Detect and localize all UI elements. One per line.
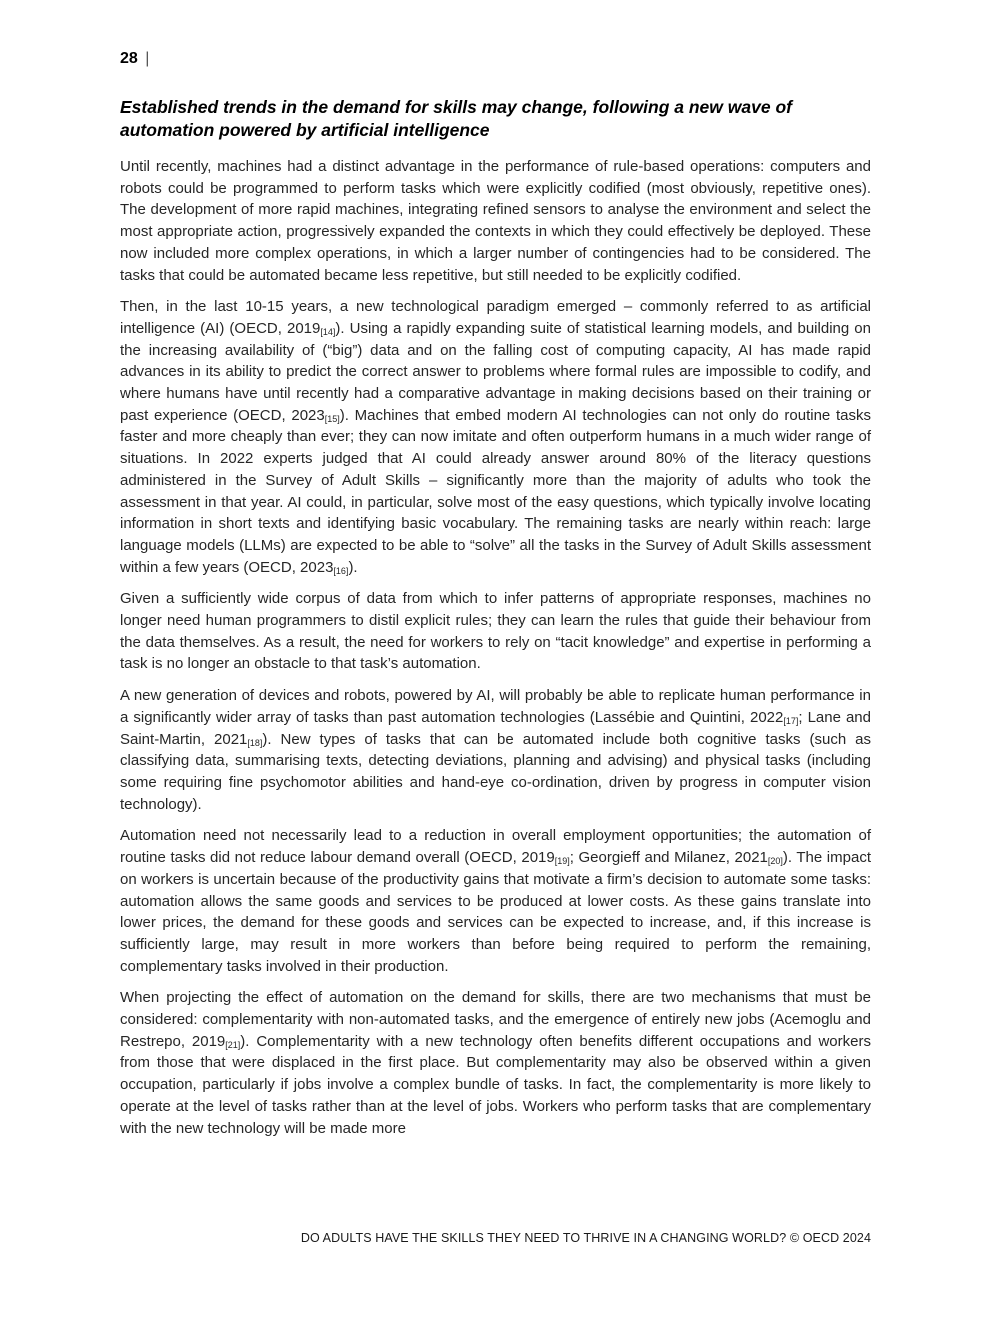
paragraph [120, 825, 871, 977]
section-title: Established trends in the demand for skills may change, following a new wave of automation powered by artificial intelligence [120, 97, 792, 140]
paragraph-text: ). Using a rapidly expanding suite of statistical learning models, and building on the increasing availability of (“big”) data and on the falling cost of computing capacity, AI has made rapid advances in its ability to predict the correct answer to problems where formal rules are impossible to codify, and where humans have until recently had a comparative advantage in making decisions based on their training or past experience (OECD, 2023 [120, 319, 871, 424]
citation-reference: [19] [554, 856, 570, 867]
paragraph-text: Then, in the last 10-15 years, a new technological paradigm emerged – commonly referred to as artificial intelligence (AI) (OECD, 2019 [120, 298, 871, 337]
citation-reference: [20] [767, 856, 783, 867]
citation-reference: [15] [324, 413, 340, 424]
page-footer: DO ADULTS HAVE THE SKILLS THEY NEED TO THRIVE IN A CHANGING WORLD? © OECD 2024 [300, 1231, 871, 1245]
paragraph [120, 156, 871, 286]
paragraph-text: ; Georgieff and Milanez, 2021 [569, 849, 768, 867]
paragraph-text: ). Complementarity with a new technology often benefits different occupations and workers from those that were displaced in the first place. But complementarity may also be observed within a given occupation, particularly if jobs involve a complex bundle of tasks. In fact, the complementarity is more likely to operate at the level of tasks rather than at the level of jobs. Workers who perform tasks that are complementary with the new technology will be made more [120, 1032, 871, 1137]
paragraph-text: ; Lane and Saint-Martin, 2021 [120, 708, 871, 748]
citation-reference: [14] [320, 326, 336, 337]
paragraph-text: Given a sufficiently wide corpus of data from which to infer patterns of appropriate responses, machines no longer need human programmers to distil explicit rules; they can learn the rules that guide their behaviour from the data themselves. As a result, the need for workers to rely on “tacit knowledge” and expertise in performing a task is no longer an obstacle to that task’s automation. [120, 590, 871, 673]
citation-reference: [21] [225, 1039, 241, 1050]
paragraph [120, 685, 871, 815]
citation-reference: [16] [333, 565, 349, 576]
main-content [120, 96, 871, 1149]
paragraph-text: ). New types of tasks that can be automated include both cognitive tasks (such as classifying data, summarising texts, detecting deviations, planning and advising) and physical tasks (including some requiring fine psychomotor abilities and hand-eye co-ordination, driven by progress in computer vision technology). [120, 730, 871, 813]
paragraph-text: ). [348, 558, 358, 576]
page-header [120, 49, 149, 69]
paragraph-text: ). Machines that embed modern AI technologies can not only do routine tasks faster and more cheaply than ever; they can now imitate and often outperform humans in a much wider range of situations. In 2022 experts judged that AI could already answer around 80% of the literacy questions administered in the Survey of Adult Skills – significantly more than the majority of adults who took the assessment in that year. AI could, in particular, solve most of the easy questions, which typically involve locating information in short texts and identifying basic vocabulary. The remaining tasks are nearly within reach: large language models (LLMs) are expected to be able to “solve” all the tasks in the Survey of Adult Skills assessment within a few years (OECD, 2023 [120, 406, 871, 576]
page-number: 28 [120, 50, 138, 67]
paragraph-text: Automation need not necessarily lead to a reduction in overall employment opportunities; the automation of routine tasks did not reduce labour demand overall (OECD, 2019 [120, 827, 871, 867]
page-number-separator: | [145, 50, 150, 67]
paragraph [120, 296, 871, 578]
body-text [120, 156, 871, 1139]
paragraph-text: When projecting the effect of automation on the demand for skills, there are two mechanisms that must be considered: complementarity with non-automated tasks, and the emergence of entirely new jobs (Acemoglu and Restrepo, 2019 [120, 989, 871, 1050]
paragraph [120, 588, 871, 675]
paragraph-text: Until recently, machines had a distinct advantage in the performance of rule-based operations: computers and robots could be programmed to perform tasks which were explicitly codified (most obviously, repetitive ones). The development of more rapid machines, integrating refined sensors to analyse the environment and select the most appropriate action, progressively expanded the contexts in which they could effectively be deployed. These now included more complex operations, in which a larger number of contingencies had to be considered. The tasks that could be automated became less repetitive, but still needed to be explicitly codified. [120, 158, 871, 284]
citation-reference: [17] [783, 715, 799, 726]
citation-reference: [18] [247, 737, 263, 748]
paragraph-text: A new generation of devices and robots, powered by AI, will probably be able to replicate human performance in a significantly wider array of tasks than past automation technologies (Lassébie and Quintini, 2022 [120, 687, 871, 726]
paragraph-text: ). The impact on workers is uncertain because of the productivity gains that motivate a firm’s decision to automate some tasks: automation allows the same goods and services to be produced at lower costs. As these gains translate into lower prices, the demand for these goods and services can be expected to increase, and, if this increase is sufficiently large, may result in more workers than before being required to perform the remaining, complementary tasks involved in their production. [120, 849, 871, 975]
paragraph [120, 987, 871, 1139]
